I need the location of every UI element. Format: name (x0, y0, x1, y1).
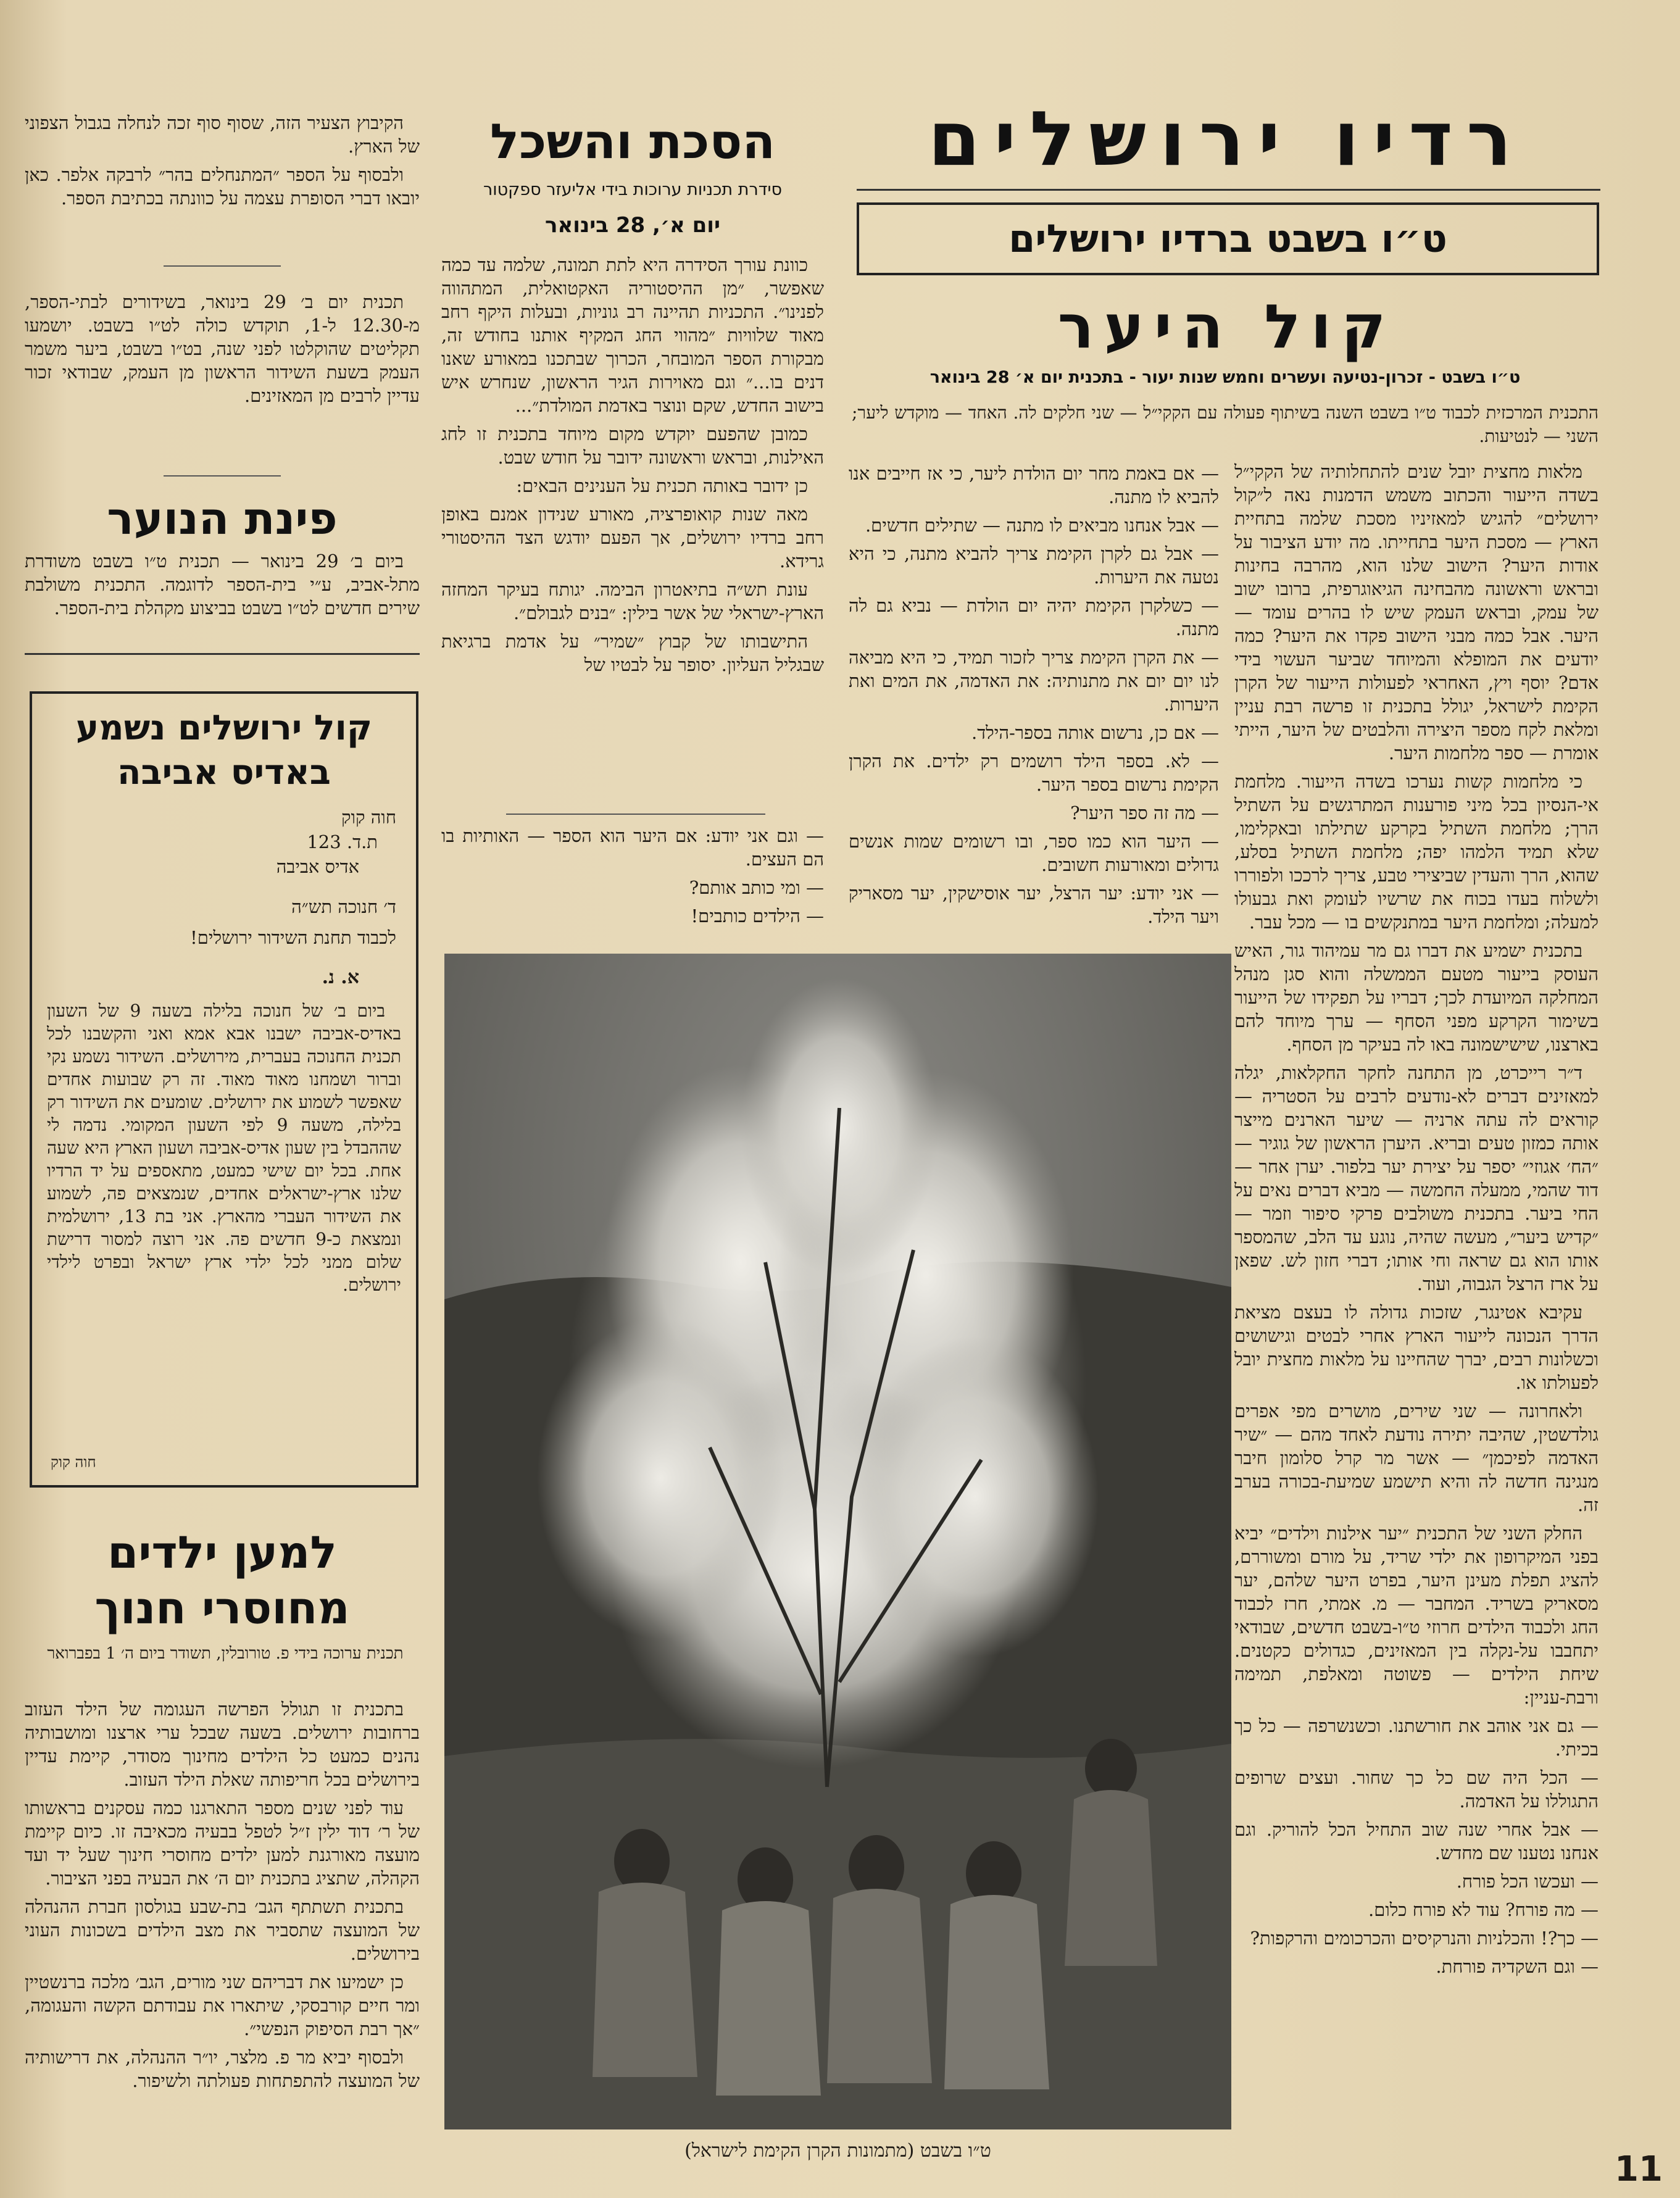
main-article-subtitle: ט״ו בשבט - זכרון-נטיעה ועשרים וחמש שנות יעור - בתכנית יום א׳ 28 בינואר (929, 368, 1521, 387)
paragraph: — אם באמת מחר יום הולדת ליער, כי אז חייבים אנו להביא לו מתנה. (849, 463, 1219, 507)
paragraph: — את הקרן הקימת צריך לזכור תמיד, כי היא מביאה לנו יום יום את מתנותיה: את האדמה, את המים ואת היערות. (849, 647, 1219, 715)
haskat-continuation (441, 824, 824, 932)
address-line: אדיס אביבה (276, 856, 359, 877)
letter-title-2: באדיס אביבה (117, 752, 331, 793)
letter-signature: חוה קוק (51, 1454, 96, 1471)
letter-recipient: לכבוד תחנת השידור ירושלים! (190, 927, 396, 948)
haskat-body (441, 253, 824, 796)
blossom-tree-illustration (444, 954, 1231, 2129)
page-number: 11 (1615, 2149, 1663, 2189)
paragraph: התישבותו של קבוץ ״שמיר״ על אדמת ברגיאת שבגליל העליון. יסופר על לבטיו של (441, 631, 824, 675)
address-line: חוה קוק (341, 807, 396, 828)
youth-corner-title: פינת הנוער (107, 493, 338, 544)
paragraph: כי מלחמות קשות נערכו בשדה הייעור. מלחמת אי-הנסיון בכל מיני פורענות המתרגשים על השתיל הרך; מלחמת השתיל בקרקע שתילתו ובאקלימו, שלא תמיד הלמהו יפה; מלחמת השתיל בסלע, שהוא, הרך והעדין שביצירי טבע, צריך לרככו ולפוררו ולשלוח בעדו בכוח את שרשיו לעומק ואת גבעולו למעלה; ומלחמת היער במתנקשים בו — מכל עבר. (1234, 771, 1599, 933)
main-article-right-column (1234, 460, 1599, 2120)
paragraph: — אבל אחרי שנה שוב התחיל הכל להוריק. וגם אנחנו נטענו שם מחדש. (1234, 1819, 1599, 1863)
paragraph: — וגם אני יודע: אם היער הוא הספר — האותיות בו הם העצים. (441, 825, 824, 870)
schools-broadcast: תכנית יום ב׳ 29 בינואר, בשידורים לבתי-הספר, מ-12.30 ל-1, תוקדש כולה לט״ו בשבט. יושמעו תקליטים שהוקלטו לפני שנה, בט״ו בשבט, ביער משמר העמק בשעת השידור הראשון מן העמק, שבודאי זכור עדיין לרבים מן המאזינים. (25, 291, 420, 406)
paragraph: עונת תש״ה בתיאטרון הבימה. יגותח בעיקר המחזה הארץ-ישראלי של אשר בילין: ״בנים לגבולם״. (441, 579, 824, 623)
paragraph: כמובן שהפעם יוקדש מקום מיוחד בתכנית זו לחג האילנות, ובראש וראשונה ידובר על חודש שבט. (441, 423, 824, 468)
letter-date: ד׳ חנוכה תש״ה (291, 896, 396, 917)
paragraph: עוד לפני שנים מספר התארגנו כמה עסקנים בראשותו של ר׳ דוד ילין ז״ל לטפל בבעיה מכאיבה זו. כיום קיימת מועצה מאורגנת למען ילדים מחוסרי חינוך שעל יד ועד הקהלה, שתציג בתכנית יום ה׳ את הבעיה בפני הציבור. (25, 1797, 420, 1889)
paragraph: — אבל גם לקרן הקימת צריך להביא מתנה, כי היא נטעה את היערות. (849, 543, 1219, 588)
address-line: ת.ד. 123 (307, 831, 378, 852)
paragraph: כן ידובר באותה תכנית על הענינים הבאים: (516, 475, 808, 496)
left-column-top (25, 111, 420, 265)
paragraph: — וגם השקדיה פורחת. (1436, 1956, 1599, 1977)
paragraph: החלק השני של התכנית ״יער אילנות וילדים״ יביא בפני המיקרופון את ילדי שריד, על מורם ומשוררם, להציג תפלת מעינן היער, בפרט היער שלהם, יער מסאריק בשריד. המחבר — מ. אמתי, חרז לכבוד החג ולכבוד הילדים חרוזי ט״ו-בשבט חדשים, שבודאי יתחבבו על-נקלה בין המאזינים, כגדולים כקטנים. שיחת הילדים — פשוטה ומאלפת, תמימה ורבת-עניין: (1234, 1523, 1599, 1708)
children-title-1: למען ילדים (107, 1526, 337, 1578)
haskat-byline: סידרת תכניות ערוכות בידי אליעזר ספקטור (483, 180, 783, 199)
paragraph: בתכנית זו תגולל הפרשה העגומה של הילד העזוב ברחובות ירושלים. בשעה שבכל ערי ארצנו ומושבותיה נהנים כמעט כל הילדים מחינוך מסודר, קיימת עדיין בירושלים בכל חריפותה שאלת הילד העזוב. (25, 1699, 420, 1790)
paragraph: כן ישמיעו את דבריהם שני מורים, הגב׳ מלכה ברנשטיין ומר חיים קורבסקי, שיתארו את עבודתם הקשה והעגומה, ״אך רבת הסיפוק הנפשי״. (25, 1971, 420, 2039)
paragraph: — מה זה ספר היער? (1070, 802, 1219, 823)
photo-caption: ט״ו בשבט (מתמונות הקרן הקימת לישראל) (684, 2140, 991, 2162)
paragraph: ד״ר רייכרט, מן התחנה לחקר החקלאות, יגלה למאזינים דברים לא-נודעים לרבים על הסטריה — קוראים לה עתה ארניה — שיער הארנים מייצר אותה כמזון טעים ובריא. היערן הראשון של גוגיר — ״הח׳ אגוזי״ יספר על יצירת יער בלפור. יערן אחר — דוד שהמי, ממעלה החמשה — מביא דברים נאים על החי ביער. בתכנית משולבים פרקי סיפור וזמר — ״קדיש ביער״, מעשה שהיה, נוגע עד הלב, שהמספר אותו הוא גם שראה וחי אותו; דברי חזון לש. שפאן על ארז הרצל הגבוה, ועוד. (1234, 1062, 1599, 1294)
paragraph: — הילדים כותבים! (691, 905, 824, 926)
paragraph: ולבסוף על הספר ״המתנחלים בהר״ לרבקה אלפר. כאן יובאו דברי הסופרת עצמה על כוונתה בכתיבת הספר. (25, 164, 420, 209)
paragraph: — ומי כותב אותם? (689, 877, 824, 898)
letter-body: ביום ב׳ של חנוכה בלילה בשעה 9 של השעון באדיס-אביבה ישבנו אבא אמא ואני והקשבנו לכל תכנית החנוכה בעברית, מירושלים. השידור נשמע נקי וברור ושמחנו מאוד מאוד. זה רק שבועות אחדים שאפשר לשמוע את ירושלים. שומעים את השידור רק בלילה, משעה 9 לפי השעון המקומי. נדמה לי שההבדל בין שעון אדיס-אביבה ושעון הארץ היא שעה אחת. בכל יום שישי כמעט, מתאספים על יד הרדיו שלנו ארץ-ישראלים אחדים, שנמצאים פה, לשמוע את השידור העברי מהארץ. אני בת 13, ירושלמית ונמצאת כ-9 חדשים פה. אני רוצה למסור דרישת שלום ממני לכל ילדי ארץ ישראל ובפרט לילדי ירושלים. (47, 1001, 401, 1295)
paragraph: — ועכשו הכל פורח. (1456, 1871, 1599, 1892)
main-article-left-column (849, 462, 1219, 944)
letter-title-1: קול ירושלים נשמע (75, 708, 373, 748)
paragraph: כוונת עורך הסידרה היא לתת תמונה, שלמה עד כמה שאפשר, ״מן ההיסטוריה האקטואלית, המתהווה לפנינו״. התכניות תהיינה רב גוניות, ובעלות היקף רחב מאוד שלוויות ״מהווי החג המקיף אותנו בחודש זה, מבקורת הספר המובחר, הכרוך שבתכנו במאורע שאנו דנים בו...״ וגם מאוירות הגיר הראשון, שנחרש איש בישוב החדש, שקם ונוצר באדמת המולדת״... (441, 254, 824, 416)
paragraph: — היער הוא כמו ספר, ובו רשומים שמות אנשים גדולים ומאורעות חשובים. (849, 831, 1219, 875)
letter-salutation: א. נ. (322, 967, 359, 988)
paragraph: עקיבא אטינגר, שזכות גדולה לו בעצם מציאת הדרך הנכונה לייעור הארץ אחרי לבטים וגישושים וכשלונות רבים, יברך שהחיינו על מלאות מחצית יובל לפעולתו או. (1234, 1302, 1599, 1393)
haskat-separator (506, 814, 765, 815)
banner-title: ט״ו בשבט ברדיו ירושלים (1008, 216, 1447, 261)
paragraph: מאה שנות קואופרציה, מאורע שנידון אמנם באופן רחב ברדיו ירושלים, אך הפעם יודגש הצד ההיסטורי גרידא. (441, 504, 824, 572)
paragraph: הקיבוץ הצעיר הזה, שסוף סוף זכה לנחלה בגבול הצפוני של הארץ. (25, 112, 420, 157)
paragraph: ולאחרונה — שני שירים, מושרים מפי אפרים גולדשטין, שהיבה יתירה נודעת לאחד מהם — ״שיר האדמה לפיכמן״ — אשר מר קרל סלומון חיבר מנגינה חדשה לה והיא תישמע שמיעת-בכורה בערב זה. (1234, 1401, 1599, 1515)
masthead: רדיו ירושלים (928, 95, 1526, 183)
paragraph: — גם אני אוהב את חורשתנו. וכשנשרפה — כל כך בכיתי. (1234, 1715, 1599, 1760)
main-article-title: קול היער (1057, 292, 1396, 362)
paragraph: — אם כן, נרשום אותה בספר-הילד. (971, 722, 1219, 743)
left-separator-1 (164, 265, 281, 267)
banner-box (857, 202, 1599, 275)
paragraph: ולבסוף יביא מר פ. מלצר, יו״ר ההנהלה, את דרישותיה של המועצה להתפתחות פעולתה ולשיפור. (25, 2047, 420, 2091)
haskat-date: יום א׳, 28 בינואר (544, 213, 720, 238)
paragraph: — מה פורח? עוד לא פורח כלום. (1368, 1899, 1599, 1920)
letter-box (30, 691, 418, 1488)
paragraph: — אבל אנחנו מביאים לו מתנה — שתילים חדשים. (865, 515, 1219, 536)
paragraph: — לא. בספר הילד רושמים רק ילדים. את הקרן הקימת נרשום בספר היער. (849, 751, 1219, 795)
children-byline: תכנית ערוכה בידי פ. טורובלין, תשודר ביום ה׳ 1 בפברואר (47, 1644, 404, 1663)
paragraph: בתכנית תשתתף הגב׳ בת-שבע בגולסון חברת ההנהלה של המועצה שתסביר את מצב הילדים בשכונות העוני בירושלים. (25, 1896, 420, 1964)
left-separator-2 (164, 475, 281, 477)
paragraph: בתכנית ישמיע את דברו גם מר עמיהוד גור, האיש העוסק בייעור מטעם הממשלה והוא סגן מנהל המחלקה המיועדת לכך; דבריו על תפקידו של הייעור בשימור הקרקע מפני הסחף — ערך מיוחד להם בארצנו, שישישמונה באו לה בעיקר מן הסחף. (1234, 940, 1599, 1055)
paragraph: — אני יודע: יער הרצל, יער אוסישקין, יער מסאריק ויער הילד. (849, 883, 1219, 927)
paragraph: — כשלקרן הקימת יהיה יום הולדת — נביא גם לה מתנה. (849, 595, 1219, 639)
paragraph: מלאות מחצית יובל שנים להתחלותיה של הקקי״ל בשדה הייעור והכתוב משמש הדמנות נאה ל״קול ירושלים״ להגיש למאזיניו מסכת שלמה בתחיית הארץ — מסכת היער בתחייתו. מה יודע הציבור על אודות היער? הישוב שלנו הוא, מהרבה בחינות ובראש וראשונה מהבחינה הגיאוגרפית, ברובו ישוב של עמק, ובראש העמק שיש לו בהרים עומד — היער. אבל כמה מבני הישוב פקדו את היער? כמה יודעים את המופלא והמיוחד שביער העשוי בידי אדם? יוסף ויץ, האחראי לפעולות הייעור של הקרן הקימת לישראל, יגולל בתכנית זו פרשה רבת עניין ומלאת לקח מספר היצירה והלבטים של היער, הייתי אומרת — ספר מלחמות היער. (1234, 461, 1599, 764)
blossom-photo (444, 954, 1231, 2129)
youth-rule (25, 653, 420, 655)
youth-corner-text: ביום ב׳ 29 בינואר — תכנית ט״ו בשבט משודרת מתל-אביב, ע״י בית-הספר לדוגמה. התכנית משולבת שירים חדשים לט״ו בשבט בביצוע מקהלת בית-הספר. (25, 551, 420, 618)
children-body (25, 1697, 420, 2185)
main-article-intro: התכנית המרכזית לכבוד ט״ו בשבט השנה בשיתוף פעולה עם הקקי״ל — שני חלקים לה. האחד — מוקדש ליער; השני — לנטיעות. (852, 402, 1599, 446)
paragraph: — הכל היה שם כל כך שחור. ועצים שרופים התגוללו על האדמה. (1234, 1767, 1599, 1812)
paragraph: — כך?! והכלניות והנרקיסים והכרכומים והרקפות? (1250, 1928, 1599, 1949)
haskat-title: הסכת והשכל (489, 114, 776, 170)
masthead-rule (857, 189, 1600, 191)
children-title-2: מחוסרי חנוך (94, 1582, 350, 1634)
